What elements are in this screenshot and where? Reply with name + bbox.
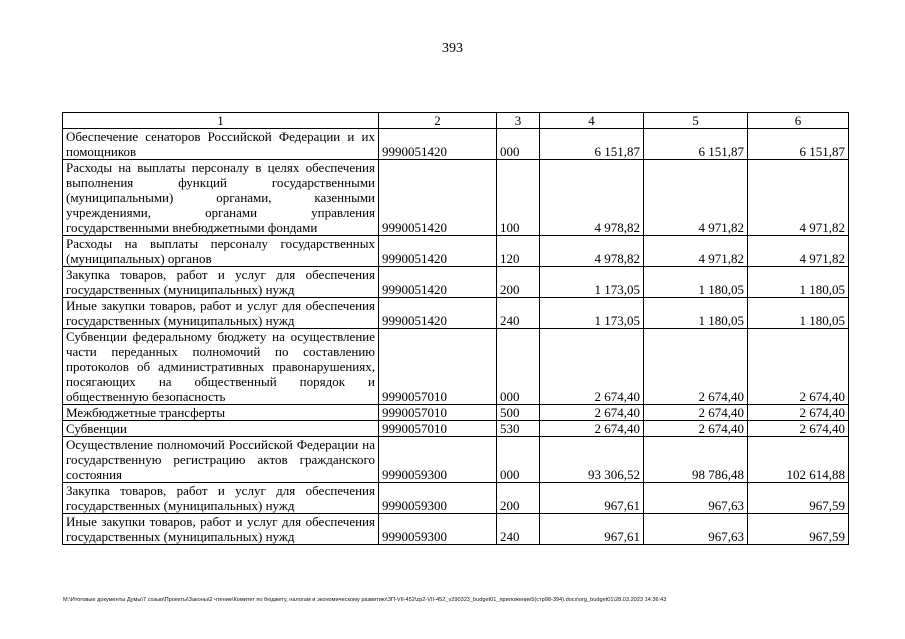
row-expense-type: 000: [497, 329, 540, 405]
table-row: [63, 129, 849, 160]
table-row: [63, 405, 849, 421]
row-value-1: 1 173,05: [540, 267, 644, 298]
row-name: Закупка товаров, работ и услуг для обеспечения государственных (муниципальных) нужд: [63, 267, 379, 298]
row-name: Межбюджетные трансферты: [63, 405, 379, 421]
row-value-3: 967,59: [748, 514, 849, 545]
row-value-1: 967,61: [540, 483, 644, 514]
row-name: Субвенции: [63, 421, 379, 437]
row-expense-type: 000: [497, 437, 540, 483]
row-value-1: 93 306,52: [540, 437, 644, 483]
header-col-2: 2: [379, 113, 497, 129]
row-value-1: 4 978,82: [540, 160, 644, 236]
row-value-3: 967,59: [748, 483, 849, 514]
row-value-2: 4 971,82: [644, 160, 748, 236]
row-value-1: 2 674,40: [540, 329, 644, 405]
row-code: 9990051420: [379, 298, 497, 329]
row-value-2: 967,63: [644, 514, 748, 545]
row-code: 9990059300: [379, 483, 497, 514]
table-row: [63, 236, 849, 267]
header-col-4: 4: [540, 113, 644, 129]
row-value-1: 2 674,40: [540, 405, 644, 421]
row-value-1: 967,61: [540, 514, 644, 545]
row-value-1: 4 978,82: [540, 236, 644, 267]
row-code: 9990057010: [379, 405, 497, 421]
row-value-3: 4 971,82: [748, 236, 849, 267]
row-value-2: 1 180,05: [644, 298, 748, 329]
row-code: 9990051420: [379, 129, 497, 160]
row-name: Закупка товаров, работ и услуг для обеспечения государственных (муниципальных) нужд: [63, 483, 379, 514]
row-value-1: 2 674,40: [540, 421, 644, 437]
row-value-1: 6 151,87: [540, 129, 644, 160]
row-expense-type: 240: [497, 298, 540, 329]
row-code: 9990057010: [379, 329, 497, 405]
row-value-3: 2 674,40: [748, 421, 849, 437]
row-value-3: 6 151,87: [748, 129, 849, 160]
row-name: Иные закупки товаров, работ и услуг для обеспечения государственных (муниципальных) нужд: [63, 298, 379, 329]
row-expense-type: 120: [497, 236, 540, 267]
row-code: 9990059300: [379, 514, 497, 545]
row-expense-type: 530: [497, 421, 540, 437]
table-row: [63, 160, 849, 236]
table-row: [63, 421, 849, 437]
row-value-3: 1 180,05: [748, 298, 849, 329]
row-code: 9990051420: [379, 267, 497, 298]
row-code: 9990051420: [379, 160, 497, 236]
header-col-6: 6: [748, 113, 849, 129]
row-name: Иные закупки товаров, работ и услуг для обеспечения государственных (муниципальных) нужд: [63, 514, 379, 545]
row-value-2: 1 180,05: [644, 267, 748, 298]
row-value-2: 2 674,40: [644, 405, 748, 421]
table-row: [63, 437, 849, 483]
row-value-3: 2 674,40: [748, 329, 849, 405]
table-row: [63, 483, 849, 514]
table-row: [63, 298, 849, 329]
header-col-1: 1: [63, 113, 379, 129]
row-value-1: 1 173,05: [540, 298, 644, 329]
row-name: Расходы на выплаты персоналу в целях обеспечения выполнения функций государственными (муниципальными) органами, казенными учреждениями, органами управления государственными внебюджетными фондами: [63, 160, 379, 236]
row-value-2: 98 786,48: [644, 437, 748, 483]
header-row: [63, 113, 849, 129]
table-row: [63, 514, 849, 545]
row-expense-type: 200: [497, 267, 540, 298]
row-name: Расходы на выплаты персоналу государственных (муниципальных) органов: [63, 236, 379, 267]
row-expense-type: 500: [497, 405, 540, 421]
row-code: 9990059300: [379, 437, 497, 483]
row-expense-type: 200: [497, 483, 540, 514]
row-value-2: 2 674,40: [644, 421, 748, 437]
row-name: Осуществление полномочий Российской Федерации на государственную регистрацию актов гражданского состояния: [63, 437, 379, 483]
row-code: 9990051420: [379, 236, 497, 267]
row-value-3: 2 674,40: [748, 405, 849, 421]
page-number: 393: [442, 41, 463, 56]
document-file-path: M:\Итоговые документы Думы\7 созыв\Проекты\Законы\2 чтение\Комитет по бюджету, налогам и экономическому развитию\ЗП-VII-452\zp2-VII-452_v290323_budget01_приложение5(стр98-394).docx\org_budget01\28.03.2023 14:36:43: [63, 597, 667, 603]
row-name: Субвенции федеральному бюджету на осуществление части переданных полномочий по составлению протоколов об административных правонарушениях, посягающих на общественный порядок и общественную безопасность: [63, 329, 379, 405]
budget-table: [62, 112, 849, 545]
row-value-3: 1 180,05: [748, 267, 849, 298]
row-expense-type: 000: [497, 129, 540, 160]
row-expense-type: 100: [497, 160, 540, 236]
row-code: 9990057010: [379, 421, 497, 437]
row-value-2: 4 971,82: [644, 236, 748, 267]
row-name: Обеспечение сенаторов Российской Федерации и их помощников: [63, 129, 379, 160]
table-row: [63, 329, 849, 405]
table-row: [63, 267, 849, 298]
row-expense-type: 240: [497, 514, 540, 545]
row-value-3: 102 614,88: [748, 437, 849, 483]
row-value-2: 967,63: [644, 483, 748, 514]
header-col-3: 3: [497, 113, 540, 129]
row-value-2: 2 674,40: [644, 329, 748, 405]
row-value-2: 6 151,87: [644, 129, 748, 160]
header-col-5: 5: [644, 113, 748, 129]
row-value-3: 4 971,82: [748, 160, 849, 236]
